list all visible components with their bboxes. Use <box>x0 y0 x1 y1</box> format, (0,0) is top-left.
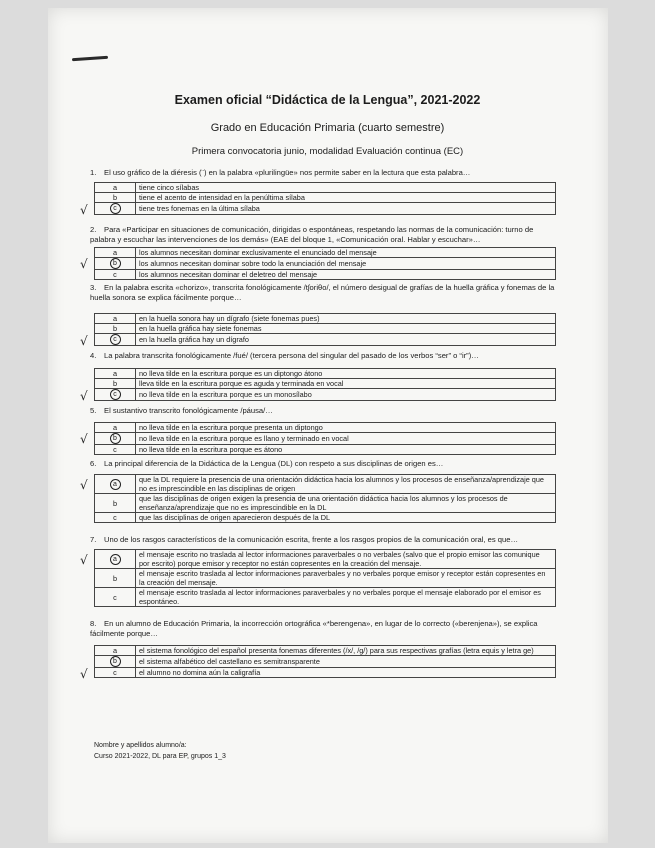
options-table-q4 <box>94 368 556 401</box>
exam-session: Primera convocatoria junio, modalidad Evaluación continua (EC) <box>191 146 464 157</box>
option-text: que las disciplinas de origen aparecieron después de la DL <box>136 513 556 523</box>
option-row <box>95 248 556 258</box>
course-info: Curso 2021-2022, DL para EP, grupos 1_3 <box>94 753 226 760</box>
circled-answer: c <box>110 389 121 400</box>
circled-answer: a <box>110 554 121 565</box>
option-row <box>95 324 556 334</box>
option-row <box>95 389 556 401</box>
option-letter <box>95 550 136 569</box>
option-text: no lleva tilde en la escritura porque presenta un diptongo <box>136 423 556 433</box>
option-letter: b <box>95 379 136 389</box>
options-table-q5 <box>94 422 556 455</box>
question-6: 6. La principal diferencia de la Didáctica de la Lengua (DL) con respeto a sus disciplinas de origen es… <box>90 459 444 468</box>
option-row <box>95 668 556 678</box>
option-letter: a <box>95 369 136 379</box>
check-mark-q7: √ <box>80 553 88 567</box>
option-text: los alumnos necesitan dominar sobre todo la enunciación del mensaje <box>136 258 556 270</box>
option-letter <box>95 203 136 215</box>
option-letter: a <box>95 646 136 656</box>
option-row <box>95 433 556 445</box>
check-mark-q6: √ <box>80 478 88 492</box>
option-row <box>95 369 556 379</box>
circled-answer: c <box>110 203 121 214</box>
option-letter: c <box>95 513 136 523</box>
option-text: el sistema alfabético del castellano es semitransparente <box>136 656 556 668</box>
option-letter <box>95 334 136 346</box>
question-3: 3. En la palabra escrita «chorizo», transcrita fonológicamente /tʃoriθo/, el número desigual de grafías de la huella gráfica y fonemas de la huella sonora se explica fácilmente porque… <box>90 283 555 302</box>
option-letter: b <box>95 569 136 588</box>
options-table-q6 <box>94 474 556 523</box>
options-table-q1 <box>94 182 556 215</box>
question-7: 7. Uno de los rasgos característicos de la comunicación escrita, frente a los rasgos propios de la comunicación oral, es que… <box>90 535 519 544</box>
option-text: el mensaje escrito no traslada al lector informaciones paraverbales o no verbales (salvo que el propio emisor las comunique por escrito) porque emisor y receptor no están copresentes en la creación del mensaje. <box>136 550 556 569</box>
option-text: no lleva tilde en la escritura porque es átono <box>136 445 556 455</box>
option-letter: a <box>95 248 136 258</box>
option-row <box>95 270 556 280</box>
option-letter <box>95 656 136 668</box>
option-row <box>95 569 556 588</box>
option-letter: a <box>95 423 136 433</box>
option-text: en la huella sonora hay un dígrafo (siete fonemas pues) <box>136 314 556 324</box>
student-name-label: Nombre y apellidos alumno/a: <box>94 742 187 749</box>
option-text: el alumno no domina aún la caligrafía <box>136 668 556 678</box>
question-2: 2. Para «Participar en situaciones de comunicación, dirigidas o espontáneas, respetando las normas de la comunicación: turno de palabra y escuchar las intervenciones de los demás» (EAE del bloque 1, «Comunicación oral. Hablar y escuchar»… <box>90 225 534 244</box>
option-row <box>95 513 556 523</box>
option-text: no lleva tilde en la escritura porque es llano y terminado en vocal <box>136 433 556 445</box>
option-letter: c <box>95 668 136 678</box>
check-mark-q5: √ <box>80 432 88 446</box>
option-text: el sistema fonológico del español presenta fonemas diferentes (/x/, /g/) para sus respectivas grafías (letra equis y letra ge) <box>136 646 556 656</box>
option-row <box>95 550 556 569</box>
options-table-q2 <box>94 247 556 280</box>
option-text: el mensaje escrito traslada al lector informaciones paraverbales y no verbales porque emisor y receptor están copresentes en la creación del mensaje. <box>136 569 556 588</box>
exam-title: Examen oficial “Didáctica de la Lengua”, 2021-2022 <box>174 93 481 107</box>
options-table-q8 <box>94 645 556 678</box>
option-text: no lleva tilde en la escritura porque es un diptongo átono <box>136 369 556 379</box>
check-mark-q1: √ <box>80 203 88 217</box>
option-letter: c <box>95 270 136 280</box>
option-row <box>95 475 556 494</box>
option-text: el mensaje escrito traslada al lector informaciones paraverbales y no verbales porque el mensaje elaborado por el emisor es espontáneo. <box>136 588 556 607</box>
option-letter <box>95 433 136 445</box>
question-8: 8. En un alumno de Educación Primaria, la incorrección ortográfica «*berengena», en lugar de lo correcto («berenjena»), se explica fácilmente porque… <box>90 619 538 638</box>
option-text: los alumnos necesitan dominar exclusivamente el enunciado del mensaje <box>136 248 556 258</box>
circled-answer: b <box>110 433 121 444</box>
option-letter: b <box>95 193 136 203</box>
option-row <box>95 203 556 215</box>
option-text: tiene el acento de intensidad en la penúltima sílaba <box>136 193 556 203</box>
question-4: 4. La palabra transcrita fonológicamente /fué/ (tercera persona del singular del pasado de los verbos “ser” o “ir”)… <box>90 351 479 360</box>
option-text: tiene tres fonemas en la última sílaba <box>136 203 556 215</box>
option-row <box>95 588 556 607</box>
check-mark-q8: √ <box>80 667 88 681</box>
option-letter: c <box>95 445 136 455</box>
option-text: lleva tilde en la escritura porque es aguda y terminada en vocal <box>136 379 556 389</box>
option-letter <box>95 475 136 494</box>
option-row <box>95 656 556 668</box>
option-letter <box>95 258 136 270</box>
check-mark-q3: √ <box>80 334 88 348</box>
option-row <box>95 334 556 346</box>
option-letter: a <box>95 314 136 324</box>
circled-answer: b <box>110 656 121 667</box>
option-text: no lleva tilde en la escritura porque es un monosílabo <box>136 389 556 401</box>
question-1: 1. El uso gráfico de la diéresis (¨) en la palabra «plurilingüe» nos permite saber en la lectura que esta palabra… <box>90 168 471 177</box>
exam-subtitle: Grado en Educación Primaria (cuarto semestre) <box>210 122 445 134</box>
option-row <box>95 379 556 389</box>
option-row <box>95 193 556 203</box>
option-row <box>95 445 556 455</box>
option-row <box>95 494 556 513</box>
option-text: en la huella gráfica hay un dígrafo <box>136 334 556 346</box>
option-row <box>95 423 556 433</box>
option-row <box>95 646 556 656</box>
option-text: que las disciplinas de origen exigen la presencia de una orientación didáctica hacia los alumnos y los procesos de enseñanza/aprendizaje que no es imprescindible en la DL <box>136 494 556 513</box>
options-table-q7 <box>94 549 556 607</box>
check-mark-q4: √ <box>80 389 88 403</box>
option-row <box>95 258 556 270</box>
options-table-q3 <box>94 313 556 346</box>
option-row <box>95 314 556 324</box>
check-mark-q2: √ <box>80 257 88 271</box>
question-5: 5. El sustantivo transcrito fonológicamente /páusa/… <box>90 406 273 415</box>
circled-answer: b <box>110 258 121 269</box>
option-text: tiene cinco sílabas <box>136 183 556 193</box>
option-text: que la DL requiere la presencia de una orientación didáctica hacia los alumnos y los procesos de enseñanza/aprendizaje que no es imprescindible en las disciplinas de origen <box>136 475 556 494</box>
option-letter <box>95 389 136 401</box>
option-text: los alumnos necesitan dominar el deletreo del mensaje <box>136 270 556 280</box>
option-letter: a <box>95 183 136 193</box>
circled-answer: a <box>110 479 121 490</box>
circled-answer: c <box>110 334 121 345</box>
option-text: en la huella gráfica hay siete fonemas <box>136 324 556 334</box>
option-row <box>95 183 556 193</box>
option-letter: b <box>95 494 136 513</box>
option-letter: b <box>95 324 136 334</box>
option-letter: c <box>95 588 136 607</box>
